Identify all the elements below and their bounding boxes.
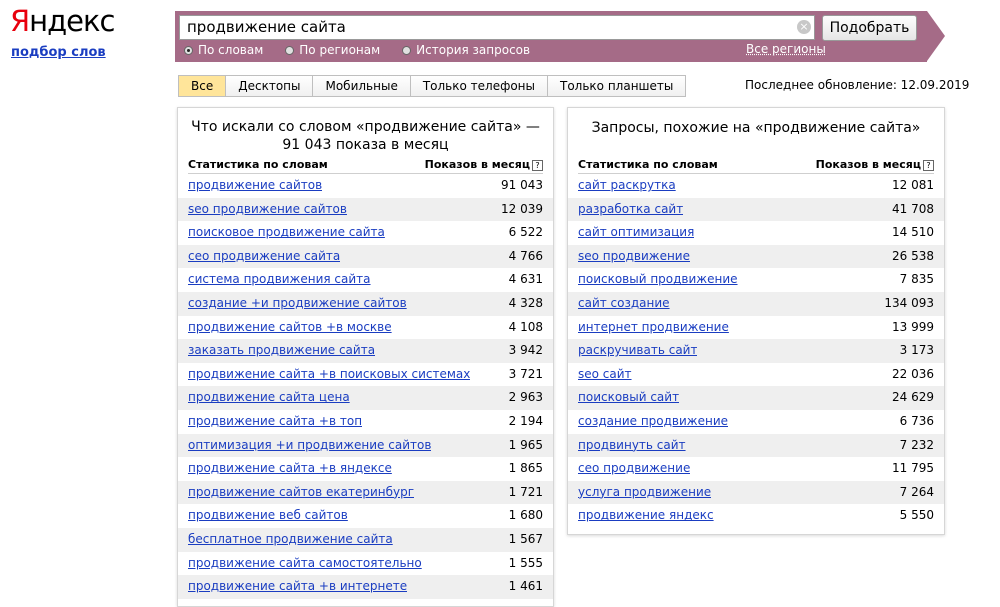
radio-label: История запросов bbox=[416, 43, 531, 57]
tab-desktop[interactable]: Десктопы bbox=[226, 76, 313, 96]
impressions-count: 3 942 bbox=[508, 343, 543, 358]
impressions-count: 7 264 bbox=[899, 484, 934, 499]
column-keyword: Статистика по словам bbox=[188, 158, 328, 171]
keyword-link[interactable]: сайт оптимизация bbox=[578, 225, 695, 240]
table-row bbox=[568, 268, 944, 292]
impressions-count: 1 865 bbox=[508, 461, 543, 476]
impressions-count: 22 036 bbox=[892, 366, 934, 381]
table-row bbox=[178, 410, 553, 434]
radio-by-words[interactable] bbox=[184, 43, 263, 57]
logo-rest: ндекс bbox=[29, 4, 115, 38]
table-row bbox=[178, 174, 553, 198]
keyword-link[interactable]: сайт создание bbox=[578, 295, 670, 310]
impressions-count: 24 629 bbox=[892, 390, 934, 405]
keyword-link[interactable]: продвижение сайта +в топ bbox=[188, 413, 363, 428]
table-row bbox=[568, 363, 944, 387]
impressions-count: 1 555 bbox=[508, 555, 543, 570]
impressions-count: 1 680 bbox=[508, 508, 543, 523]
table-row bbox=[178, 481, 553, 505]
impressions-count: 5 550 bbox=[899, 508, 934, 523]
table-row bbox=[568, 481, 944, 505]
table-row bbox=[568, 504, 944, 528]
keyword-link[interactable]: поисковый продвижение bbox=[578, 272, 738, 287]
keyword-link[interactable]: интернет продвижение bbox=[578, 319, 729, 334]
keyword-link[interactable]: создание +и продвижение сайтов bbox=[188, 295, 407, 310]
similar-rows bbox=[568, 174, 944, 528]
table-row bbox=[178, 504, 553, 528]
impressions-count: 7 232 bbox=[899, 437, 934, 452]
table-row bbox=[568, 292, 944, 316]
column-count bbox=[816, 157, 934, 173]
table-row bbox=[568, 245, 944, 269]
table-row bbox=[568, 434, 944, 458]
table-row bbox=[178, 292, 553, 316]
yandex-logo[interactable] bbox=[10, 4, 114, 38]
table-row bbox=[178, 528, 553, 552]
table-row bbox=[178, 316, 553, 340]
table-row bbox=[178, 198, 553, 222]
table-row bbox=[178, 268, 553, 292]
impressions-count: 3 721 bbox=[508, 366, 543, 381]
keyword-link[interactable]: продвижение сайтов bbox=[188, 178, 323, 192]
keyword-link[interactable]: поисковое продвижение сайта bbox=[188, 225, 385, 240]
column-count-label: Показов в месяц bbox=[815, 158, 921, 171]
radio-history[interactable] bbox=[402, 43, 530, 57]
keyword-link[interactable]: seo продвижение сайтов bbox=[188, 201, 347, 216]
impressions-count: 14 510 bbox=[892, 225, 934, 240]
table-row bbox=[568, 386, 944, 410]
keyword-link[interactable]: продвинуть сайт bbox=[578, 437, 686, 452]
keyword-link[interactable]: раскручивать сайт bbox=[578, 343, 698, 358]
keyword-link[interactable]: заказать продвижение сайта bbox=[188, 343, 376, 358]
logo-letter: Я bbox=[10, 4, 30, 38]
keyword-link[interactable]: поисковый сайт bbox=[578, 390, 680, 405]
impressions-count: 4 108 bbox=[508, 319, 543, 334]
impressions-count: 91 043 bbox=[501, 178, 543, 192]
impressions-count: 3 173 bbox=[899, 343, 934, 358]
keyword-link[interactable]: продвижение сайта самостоятельно bbox=[188, 555, 422, 570]
column-count bbox=[425, 157, 543, 173]
table-row bbox=[568, 221, 944, 245]
table-row bbox=[178, 339, 553, 363]
impressions-count: 13 999 bbox=[892, 319, 934, 334]
table-row bbox=[178, 386, 553, 410]
radio-dot-icon bbox=[285, 46, 294, 55]
tab-tablets[interactable]: Только планшеты bbox=[548, 76, 685, 96]
service-title-link[interactable]: подбор слов bbox=[11, 45, 106, 60]
table-row bbox=[568, 174, 944, 198]
keywords-rows bbox=[178, 174, 553, 599]
table-row bbox=[568, 457, 944, 481]
table-row bbox=[178, 552, 553, 576]
impressions-count: 6 522 bbox=[508, 225, 543, 240]
column-count-label: Показов в месяц bbox=[424, 158, 530, 171]
search-mode-radios bbox=[184, 43, 552, 57]
keyword-link[interactable]: сайт раскрутка bbox=[578, 178, 676, 192]
impressions-count: 6 736 bbox=[899, 413, 934, 428]
keyword-link[interactable]: seo продвижение bbox=[578, 248, 690, 263]
tab-mobile[interactable]: Мобильные bbox=[313, 76, 410, 96]
impressions-count: 26 538 bbox=[892, 248, 934, 263]
impressions-count: 4 328 bbox=[508, 295, 543, 310]
keyword-link[interactable]: продвижение сайтов +в москве bbox=[188, 319, 392, 334]
impressions-count: 4 631 bbox=[508, 272, 543, 287]
table-row bbox=[568, 198, 944, 222]
table-row bbox=[178, 245, 553, 269]
impressions-count: 1 721 bbox=[508, 484, 543, 499]
impressions-count: 1 965 bbox=[508, 437, 543, 452]
impressions-count: 12 039 bbox=[501, 201, 543, 216]
impressions-count: 1 461 bbox=[508, 579, 543, 594]
impressions-count: 134 093 bbox=[884, 295, 934, 310]
impressions-count: 4 766 bbox=[508, 248, 543, 263]
table-row bbox=[178, 434, 553, 458]
similar-panel bbox=[567, 107, 945, 535]
radio-label: По словам bbox=[198, 43, 264, 57]
keyword-link[interactable]: продвижение сайта +в поисковых системах bbox=[188, 366, 471, 381]
keyword-link[interactable]: система продвижения сайта bbox=[188, 272, 371, 287]
keyword-link[interactable]: сео продвижение сайта bbox=[188, 248, 341, 263]
keyword-link[interactable]: бесплатное продвижение сайта bbox=[188, 531, 393, 546]
keywords-table-header bbox=[188, 157, 543, 174]
column-keyword: Статистика по словам bbox=[578, 158, 718, 171]
keyword-link[interactable]: продвижение яндекс bbox=[578, 508, 714, 523]
impressions-count: 1 567 bbox=[508, 531, 543, 546]
submit-button[interactable]: Подобрать bbox=[822, 15, 917, 41]
help-icon[interactable]: ? bbox=[923, 160, 934, 171]
radio-dot-icon bbox=[184, 46, 193, 55]
table-row bbox=[178, 221, 553, 245]
radio-by-regions[interactable] bbox=[285, 43, 380, 57]
table-row bbox=[178, 457, 553, 481]
keyword-link[interactable]: оптимизация +и продвижение сайтов bbox=[188, 437, 432, 452]
search-band-arrow bbox=[927, 11, 945, 61]
tab-all[interactable]: Все bbox=[179, 76, 226, 96]
keyword-link[interactable]: создание продвижение bbox=[578, 413, 729, 428]
impressions-count: 12 081 bbox=[892, 178, 934, 192]
keyword-link[interactable]: продвижение сайтов екатеринбург bbox=[188, 484, 415, 499]
table-row bbox=[178, 575, 553, 599]
keyword-link[interactable]: разработка сайт bbox=[578, 201, 684, 216]
all-regions-link[interactable]: Все регионы bbox=[746, 42, 826, 56]
impressions-count: 2 963 bbox=[508, 390, 543, 405]
keyword-link[interactable]: продвижение сайта +в яндексе bbox=[188, 461, 392, 476]
table-row bbox=[568, 316, 944, 340]
similar-panel-title: Запросы, похожие на «продвижение сайта» bbox=[591, 120, 921, 136]
keywords-panel-title: Что искали со словом «продвижение сайта» — 91 043 показа в месяц bbox=[191, 119, 540, 153]
similar-table-header bbox=[578, 157, 934, 174]
clear-icon[interactable]: × bbox=[797, 20, 811, 34]
keywords-panel bbox=[177, 107, 554, 607]
last-updated: Последнее обновление: 12.09.2019 bbox=[745, 78, 970, 92]
radio-dot-icon bbox=[402, 46, 411, 55]
search-input[interactable]: продвижение сайта bbox=[179, 15, 815, 40]
keyword-link[interactable]: услуга продвижение bbox=[578, 484, 712, 499]
impressions-count: 41 708 bbox=[892, 201, 934, 216]
table-row bbox=[568, 410, 944, 434]
keyword-link[interactable]: сео продвижение bbox=[578, 461, 691, 476]
keyword-link[interactable]: продвижение сайта цена bbox=[188, 390, 350, 405]
keyword-link[interactable]: seo сайт bbox=[578, 366, 632, 381]
impressions-count: 2 194 bbox=[508, 413, 543, 428]
table-row bbox=[568, 339, 944, 363]
keyword-link[interactable]: продвижение сайта +в интернете bbox=[188, 579, 408, 594]
impressions-count: 7 835 bbox=[899, 272, 934, 287]
radio-label: По регионам bbox=[299, 43, 381, 57]
keyword-link[interactable]: продвижение веб сайтов bbox=[188, 508, 348, 523]
impressions-count: 11 795 bbox=[892, 461, 934, 476]
help-icon[interactable]: ? bbox=[532, 160, 543, 171]
tab-phones[interactable]: Только телефоны bbox=[411, 76, 548, 96]
device-tabs bbox=[178, 75, 686, 97]
table-row bbox=[178, 363, 553, 387]
